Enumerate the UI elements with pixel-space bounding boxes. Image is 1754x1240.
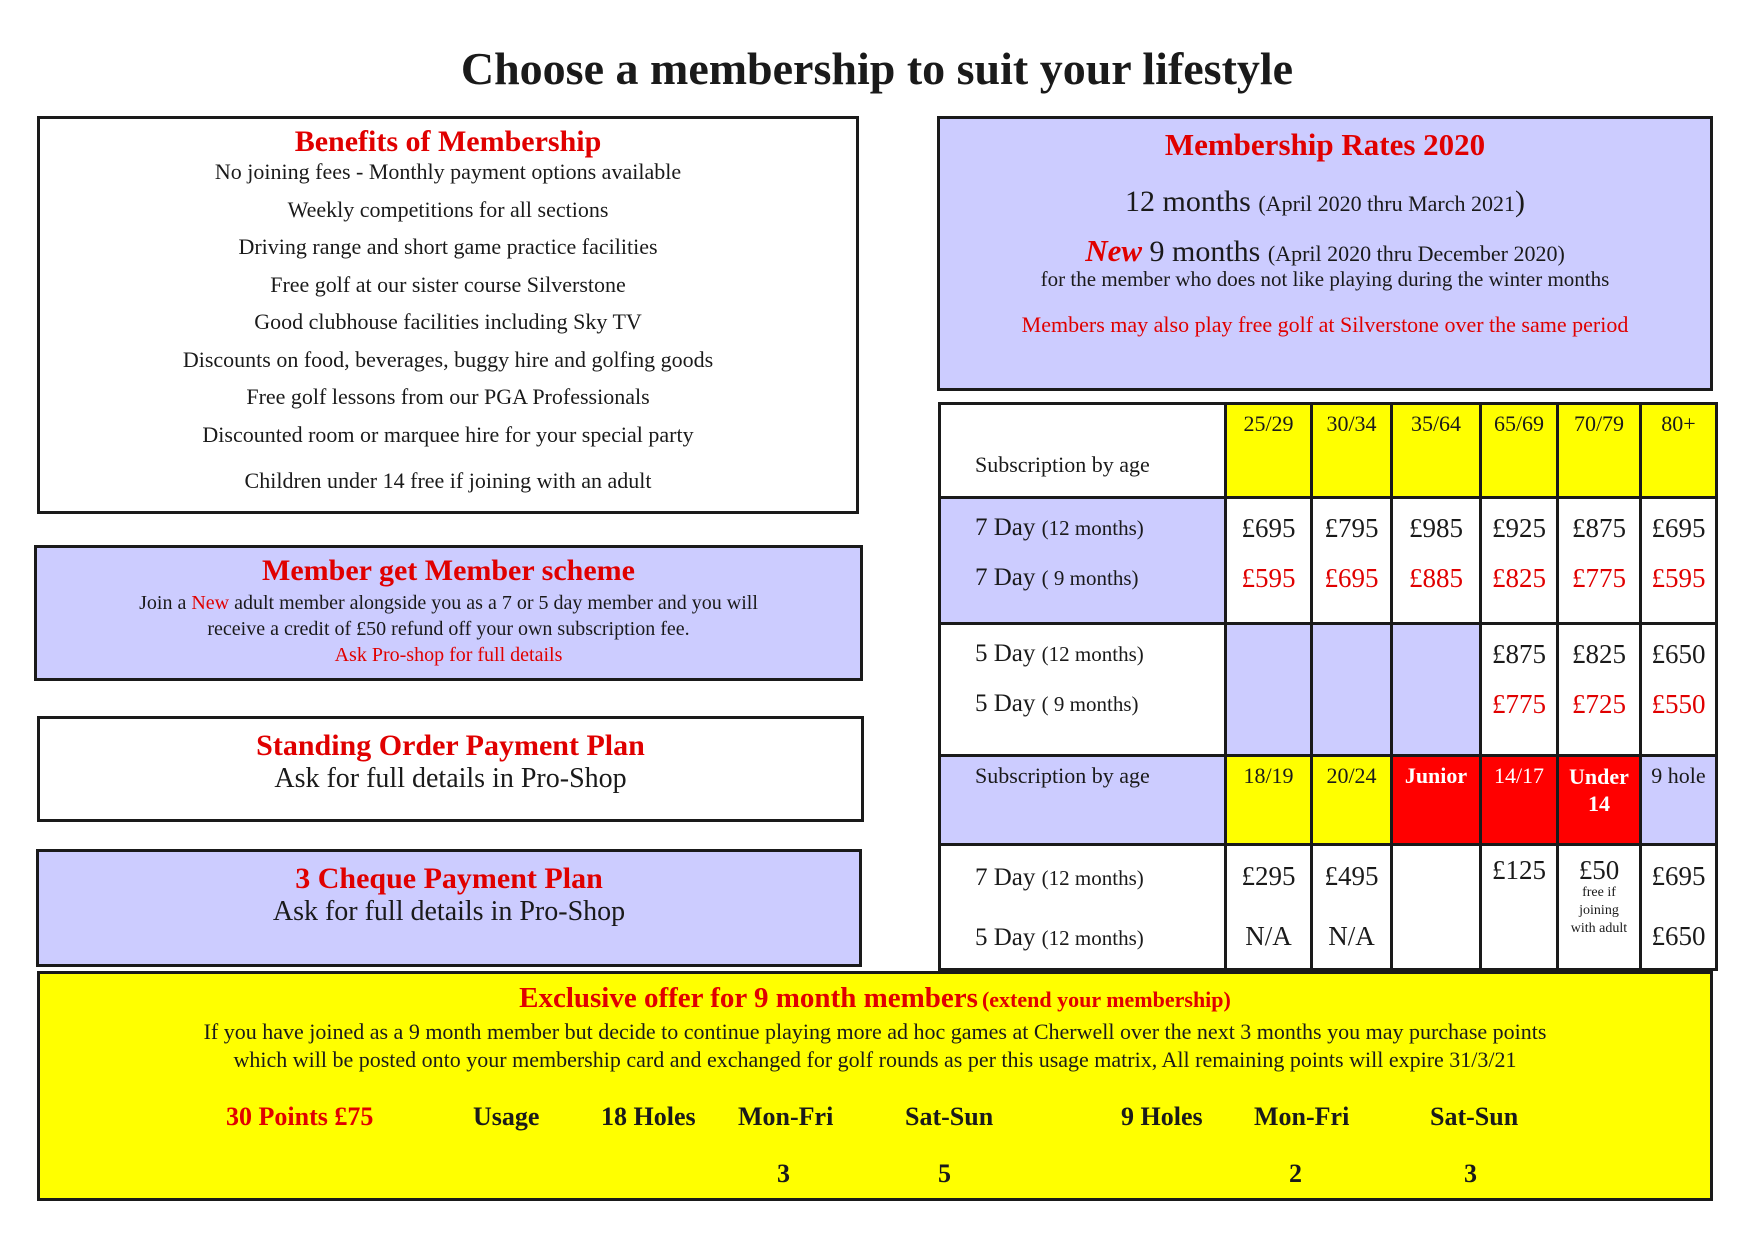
row-label-text: 7 Day — [975, 564, 1036, 591]
benefits-heading: Benefits of Membership — [294, 125, 602, 158]
member-scheme-pre: Join a — [139, 592, 187, 614]
member-scheme-new: New — [191, 592, 230, 614]
seven-12-label — [975, 503, 1224, 553]
price-cell — [1392, 498, 1481, 624]
age-header: 20/24 — [1312, 756, 1392, 845]
price-9: £825 — [1492, 563, 1546, 593]
member-scheme-box — [34, 545, 863, 681]
standing-order-heading: Standing Order Payment Plan — [256, 729, 645, 762]
age-header: 70/79 — [1558, 404, 1641, 498]
age-header: 14/17 — [1481, 756, 1558, 845]
price-9: £775 — [1572, 563, 1626, 593]
benefit-item: Children under 14 free if joining with an adult — [244, 468, 652, 493]
five-12-label — [975, 629, 1224, 679]
offer-18-sat-sun: Sat-Sun — [905, 1102, 994, 1131]
j7-label — [975, 848, 1224, 908]
cheque-plan-box — [36, 849, 862, 967]
benefit-item: Discounts on food, beverages, buggy hire and golfing goods — [182, 346, 714, 372]
price-12: £825 — [1572, 639, 1626, 669]
row-label-text: 7 Day — [975, 514, 1036, 541]
seven-day-label — [940, 498, 1226, 624]
offer-9-sat-sun: Sat-Sun — [1430, 1102, 1519, 1131]
table-row — [940, 624, 1717, 756]
standing-order-text: Ask for full details in Pro-Shop — [274, 763, 627, 794]
table-row — [940, 498, 1717, 624]
age-header: 80+ — [1641, 404, 1717, 498]
row-label-text: 7 Day — [975, 864, 1036, 891]
price-12: £695 — [1651, 513, 1706, 543]
age-header: 30/34 — [1312, 404, 1392, 498]
offer-line2: which will be posted onto your membership card and exchanged for golf rounds as per this usage matrix, All remaining points will expire 31/3/21 — [233, 1047, 1517, 1072]
price-7: £695 — [1651, 861, 1706, 891]
price-cell — [1226, 845, 1312, 970]
offer-heading-line — [40, 982, 1710, 1015]
age-header: 9 hole — [1641, 756, 1717, 845]
offer-18-sat-sun-value: 5 — [938, 1159, 951, 1188]
price-cell — [1481, 624, 1558, 756]
price-9: £595 — [1241, 563, 1296, 593]
offer-line1: If you have joined as a 9 month member but decide to continue playing more ad hoc games at Cherwell over the next 3 months you may purchase points — [203, 1019, 1547, 1044]
junior-label — [940, 845, 1226, 970]
age-header: 18/19 — [1226, 756, 1312, 845]
price-cell — [1558, 845, 1641, 970]
empty-cell — [1392, 624, 1481, 756]
price-cell — [1226, 498, 1312, 624]
offer-18-mon-fri: Mon-Fri — [738, 1102, 834, 1131]
offer-heading-small: (extend your membership) — [981, 987, 1231, 1012]
price-cell — [1312, 498, 1392, 624]
cheque-plan-text: Ask for full details in Pro-Shop — [272, 896, 626, 927]
price-7: £125 — [1492, 855, 1546, 885]
offer-9-sat-sun-value: 3 — [1464, 1159, 1477, 1188]
benefit-item: Free golf lessons from our PGA Professionals — [246, 384, 650, 409]
price-12: £925 — [1492, 513, 1546, 543]
rates-silverstone: Members may also play free golf at Silverstone over the same period — [1021, 312, 1629, 337]
price-cell — [1481, 498, 1558, 624]
row-period-text: ( 9 months) — [1041, 692, 1139, 716]
offer-18-holes: 18 Holes — [601, 1102, 696, 1131]
rates-box — [937, 116, 1713, 391]
benefits-box — [37, 116, 859, 514]
price-9: £725 — [1572, 689, 1626, 719]
rates-heading: Membership Rates 2020 — [1164, 127, 1486, 162]
subscription-label-text: Subscription by age — [975, 452, 1150, 477]
benefit-item: Free golf at our sister course Silverstone — [270, 271, 626, 297]
benefit-item: Good clubhouse facilities including Sky TV — [254, 309, 642, 334]
price-7: £495 — [1324, 861, 1379, 891]
empty-cell — [1392, 845, 1481, 970]
price-cell — [1641, 624, 1717, 756]
row-label-text: 5 Day — [975, 924, 1036, 951]
row-period-text: (12 months) — [1041, 642, 1144, 666]
offer-usage: Usage — [473, 1102, 540, 1131]
member-scheme-line2: receive a credit of £50 refund off your own subscription fee. — [207, 618, 690, 640]
rates-nine-small: (April 2020 thru December 2020) — [1267, 241, 1565, 266]
row-label-text: 5 Day — [975, 640, 1036, 667]
offer-heading: Exclusive offer for 9 month members — [519, 982, 978, 1014]
row-period-text: (12 months) — [1041, 866, 1144, 890]
benefit-item: Weekly competitions for all sections — [287, 196, 609, 222]
rates-table — [938, 402, 1718, 971]
table-row — [940, 845, 1717, 970]
rates-twelve-big: 12 months — [1125, 185, 1251, 218]
price-cell — [1641, 845, 1717, 970]
offer-9-mon-fri: Mon-Fri — [1254, 1102, 1350, 1131]
rates-nine — [940, 233, 1710, 269]
free-note: free if joining with adult — [1570, 885, 1628, 936]
price-7: £295 — [1241, 861, 1296, 891]
row-period-text: ( 9 months) — [1041, 566, 1139, 590]
row-label-text: 5 Day — [975, 690, 1036, 717]
seven-9-label — [975, 553, 1224, 603]
member-scheme-post: adult member alongside you as a 7 or 5 day member and you will — [234, 592, 758, 614]
price-5: £650 — [1651, 921, 1706, 951]
price-9: £550 — [1651, 689, 1706, 719]
price-cell — [1558, 624, 1641, 756]
five-9-label — [975, 679, 1224, 729]
offer-box — [37, 971, 1713, 1201]
age-header: 65/69 — [1481, 404, 1558, 498]
age-header: Junior — [1392, 756, 1481, 845]
price-12: £795 — [1324, 513, 1379, 543]
subscription-label — [940, 404, 1226, 498]
price-12: £875 — [1492, 639, 1546, 669]
price-12: £650 — [1651, 639, 1706, 669]
standing-order-box — [37, 716, 864, 822]
member-scheme-heading: Member get Member scheme — [262, 554, 635, 587]
j5-label — [975, 908, 1224, 968]
row-period-text: (12 months) — [1041, 516, 1144, 540]
price-cell — [1312, 845, 1392, 970]
rates-twelve-close: ) — [1514, 185, 1525, 218]
empty-cell — [1226, 624, 1312, 756]
age-header: 35/64 — [1392, 404, 1481, 498]
member-scheme-line3: Ask Pro-shop for full details — [334, 644, 563, 666]
subscription-label-text: Subscription by age — [975, 763, 1150, 788]
rates-twelve — [940, 185, 1710, 219]
price-5: N/A — [1245, 921, 1292, 951]
benefit-item: No joining fees - Monthly payment options available — [214, 159, 682, 184]
cheque-plan-heading: 3 Cheque Payment Plan — [295, 862, 603, 895]
rates-new-label: New — [1085, 233, 1143, 268]
offer-18-mon-fri-value: 3 — [777, 1159, 790, 1188]
rates-nine-big: 9 months — [1149, 235, 1261, 268]
offer-9-mon-fri-value: 2 — [1289, 1159, 1302, 1188]
table-header-row — [940, 756, 1717, 845]
offer-points: 30 Points £75 — [226, 1102, 374, 1131]
price-cell — [1481, 845, 1558, 970]
rates-twelve-small: (April 2020 thru March 2021 — [1258, 191, 1515, 216]
age-header: 25/29 — [1226, 404, 1312, 498]
price-9: £595 — [1651, 563, 1706, 593]
benefits-list — [40, 153, 856, 500]
price-12: £695 — [1241, 513, 1296, 543]
price-cell — [1641, 498, 1717, 624]
empty-cell — [1312, 624, 1392, 756]
row-period-text: (12 months) — [1041, 926, 1144, 950]
offer-9-holes: 9 Holes — [1121, 1102, 1203, 1131]
rates-nine-desc: for the member who does not like playing during the winter months — [1040, 267, 1610, 291]
subscription-label — [940, 756, 1226, 845]
benefit-item: Driving range and short game practice facilities — [238, 234, 658, 259]
price-12: £985 — [1409, 513, 1463, 543]
price-9: £885 — [1409, 563, 1463, 593]
price-9: £695 — [1324, 563, 1379, 593]
price-cell — [1558, 498, 1641, 624]
benefit-item: Discounted room or marquee hire for your special party — [202, 421, 694, 447]
price-12: £875 — [1572, 513, 1626, 543]
age-header: Under 14 — [1558, 756, 1641, 845]
price-7: £50 — [1578, 855, 1620, 885]
page-title: Choose a membership to suit your lifestyle — [460, 43, 1294, 94]
table-header-row — [940, 404, 1717, 498]
member-scheme-line1 — [37, 590, 860, 616]
price-9: £775 — [1492, 689, 1546, 719]
five-day-label — [940, 624, 1226, 756]
price-5: N/A — [1328, 921, 1375, 951]
